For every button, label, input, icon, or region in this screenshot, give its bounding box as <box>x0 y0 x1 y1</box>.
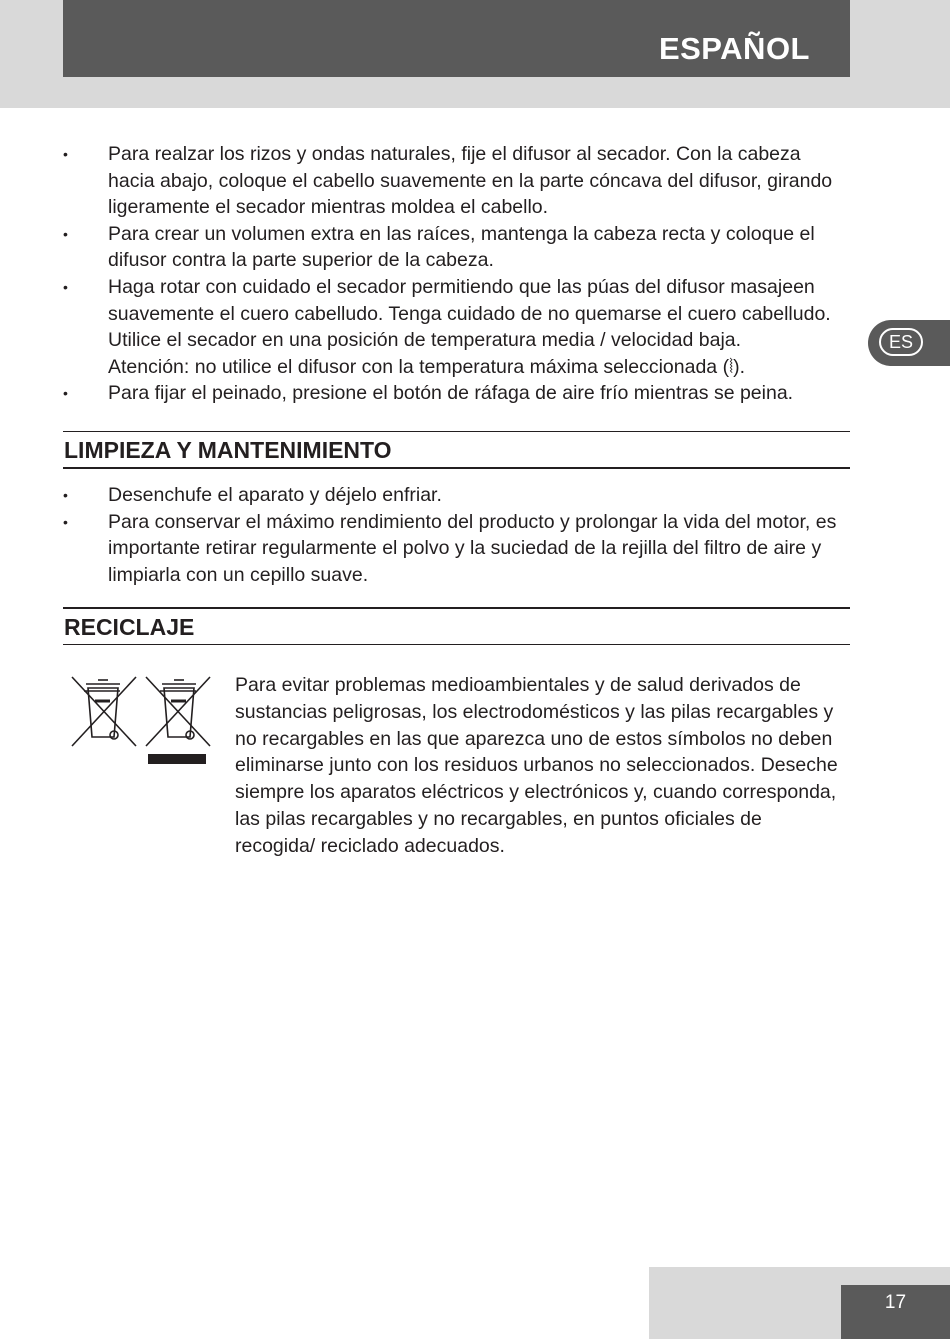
bullet-marker: • <box>63 487 68 503</box>
list-item <box>63 509 850 589</box>
language-header <box>63 0 850 77</box>
list-item <box>63 274 850 380</box>
list-item <box>63 380 850 407</box>
usage-bullet-list <box>63 141 850 407</box>
recycling-paragraph: Para evitar problemas medioambientales y de salud derivados de sustancias peligrosas, los electrodomésticos y las pilas recargables y no recargables en las que aparezca uno de estos símbolos no deben eliminarse junto con los residuos urbanos no seleccionados. Deseche siempre los aparatos eléctricos y electrónicos y, cuando corresponda, las pilas recargables y no recargables, en puntos oficiales de recogida/ reciclado adecuados. <box>235 674 838 857</box>
bullet-marker: • <box>63 385 68 402</box>
list-item <box>63 221 850 274</box>
list-item-text: Utilice el secador en una posición de temperatura media / velocidad baja. <box>108 329 742 352</box>
list-item <box>63 141 850 221</box>
bullet-marker: • <box>63 513 68 530</box>
crossed-out-wheelie-bin-with-bar-icon <box>146 677 210 746</box>
cleaning-bullet-list <box>63 482 850 588</box>
language-title: ESPAÑOL <box>658 31 810 66</box>
language-side-tab <box>868 320 950 366</box>
list-item-text: Haga rotar con cuidado el secador permitiendo que las púas del difusor masajeen suavemente el cuero cabelludo. Tenga cuidado de no quemarse el cuero cabelludo. <box>108 275 831 325</box>
weee-symbols <box>68 673 213 768</box>
section-heading-cleaning: LIMPIEZA Y MANTENIMIENTO <box>63 431 850 469</box>
list-item-text: Para fijar el peinado, presione el botón de ráfaga de aire frío mientras se peina. <box>108 382 794 405</box>
bullet-marker: • <box>63 278 68 295</box>
list-item-text: Desenchufe el aparato y déjelo enfriar. <box>108 484 442 506</box>
bullet-marker: • <box>63 146 68 162</box>
crossed-out-wheelie-bin-icon <box>72 677 136 746</box>
section-heading-recycling: RECICLAJE <box>63 607 850 645</box>
list-item-text: Para conservar el máximo rendimiento del producto y prolongar la vida del motor, es importante retirar regularmente el polvo y la suciedad de la rejilla del filtro de aire y limpiarla con un cepillo suave. <box>108 510 837 586</box>
language-code-badge: ES <box>879 328 923 356</box>
list-item <box>63 482 850 509</box>
page-number: 17 <box>841 1285 950 1339</box>
warning-text: Atención: no utilice el difusor con la temperatura máxima seleccionada (⦚). <box>108 355 746 378</box>
list-item-text: Para crear un volumen extra en las raíces, mantenga la cabeza recta y coloque el difusor contra la parte superior de la cabeza. <box>108 222 815 272</box>
list-item-text: Para realzar los rizos y ondas naturales, fije el difusor al secador. Con la cabeza hacia abajo, coloque el cabello suavemente en la parte cóncava del difusor, girando ligeramente el secador mientras moldea el cabello. <box>108 143 833 219</box>
bullet-marker: • <box>63 225 68 242</box>
bin-bar-marker <box>148 754 206 764</box>
